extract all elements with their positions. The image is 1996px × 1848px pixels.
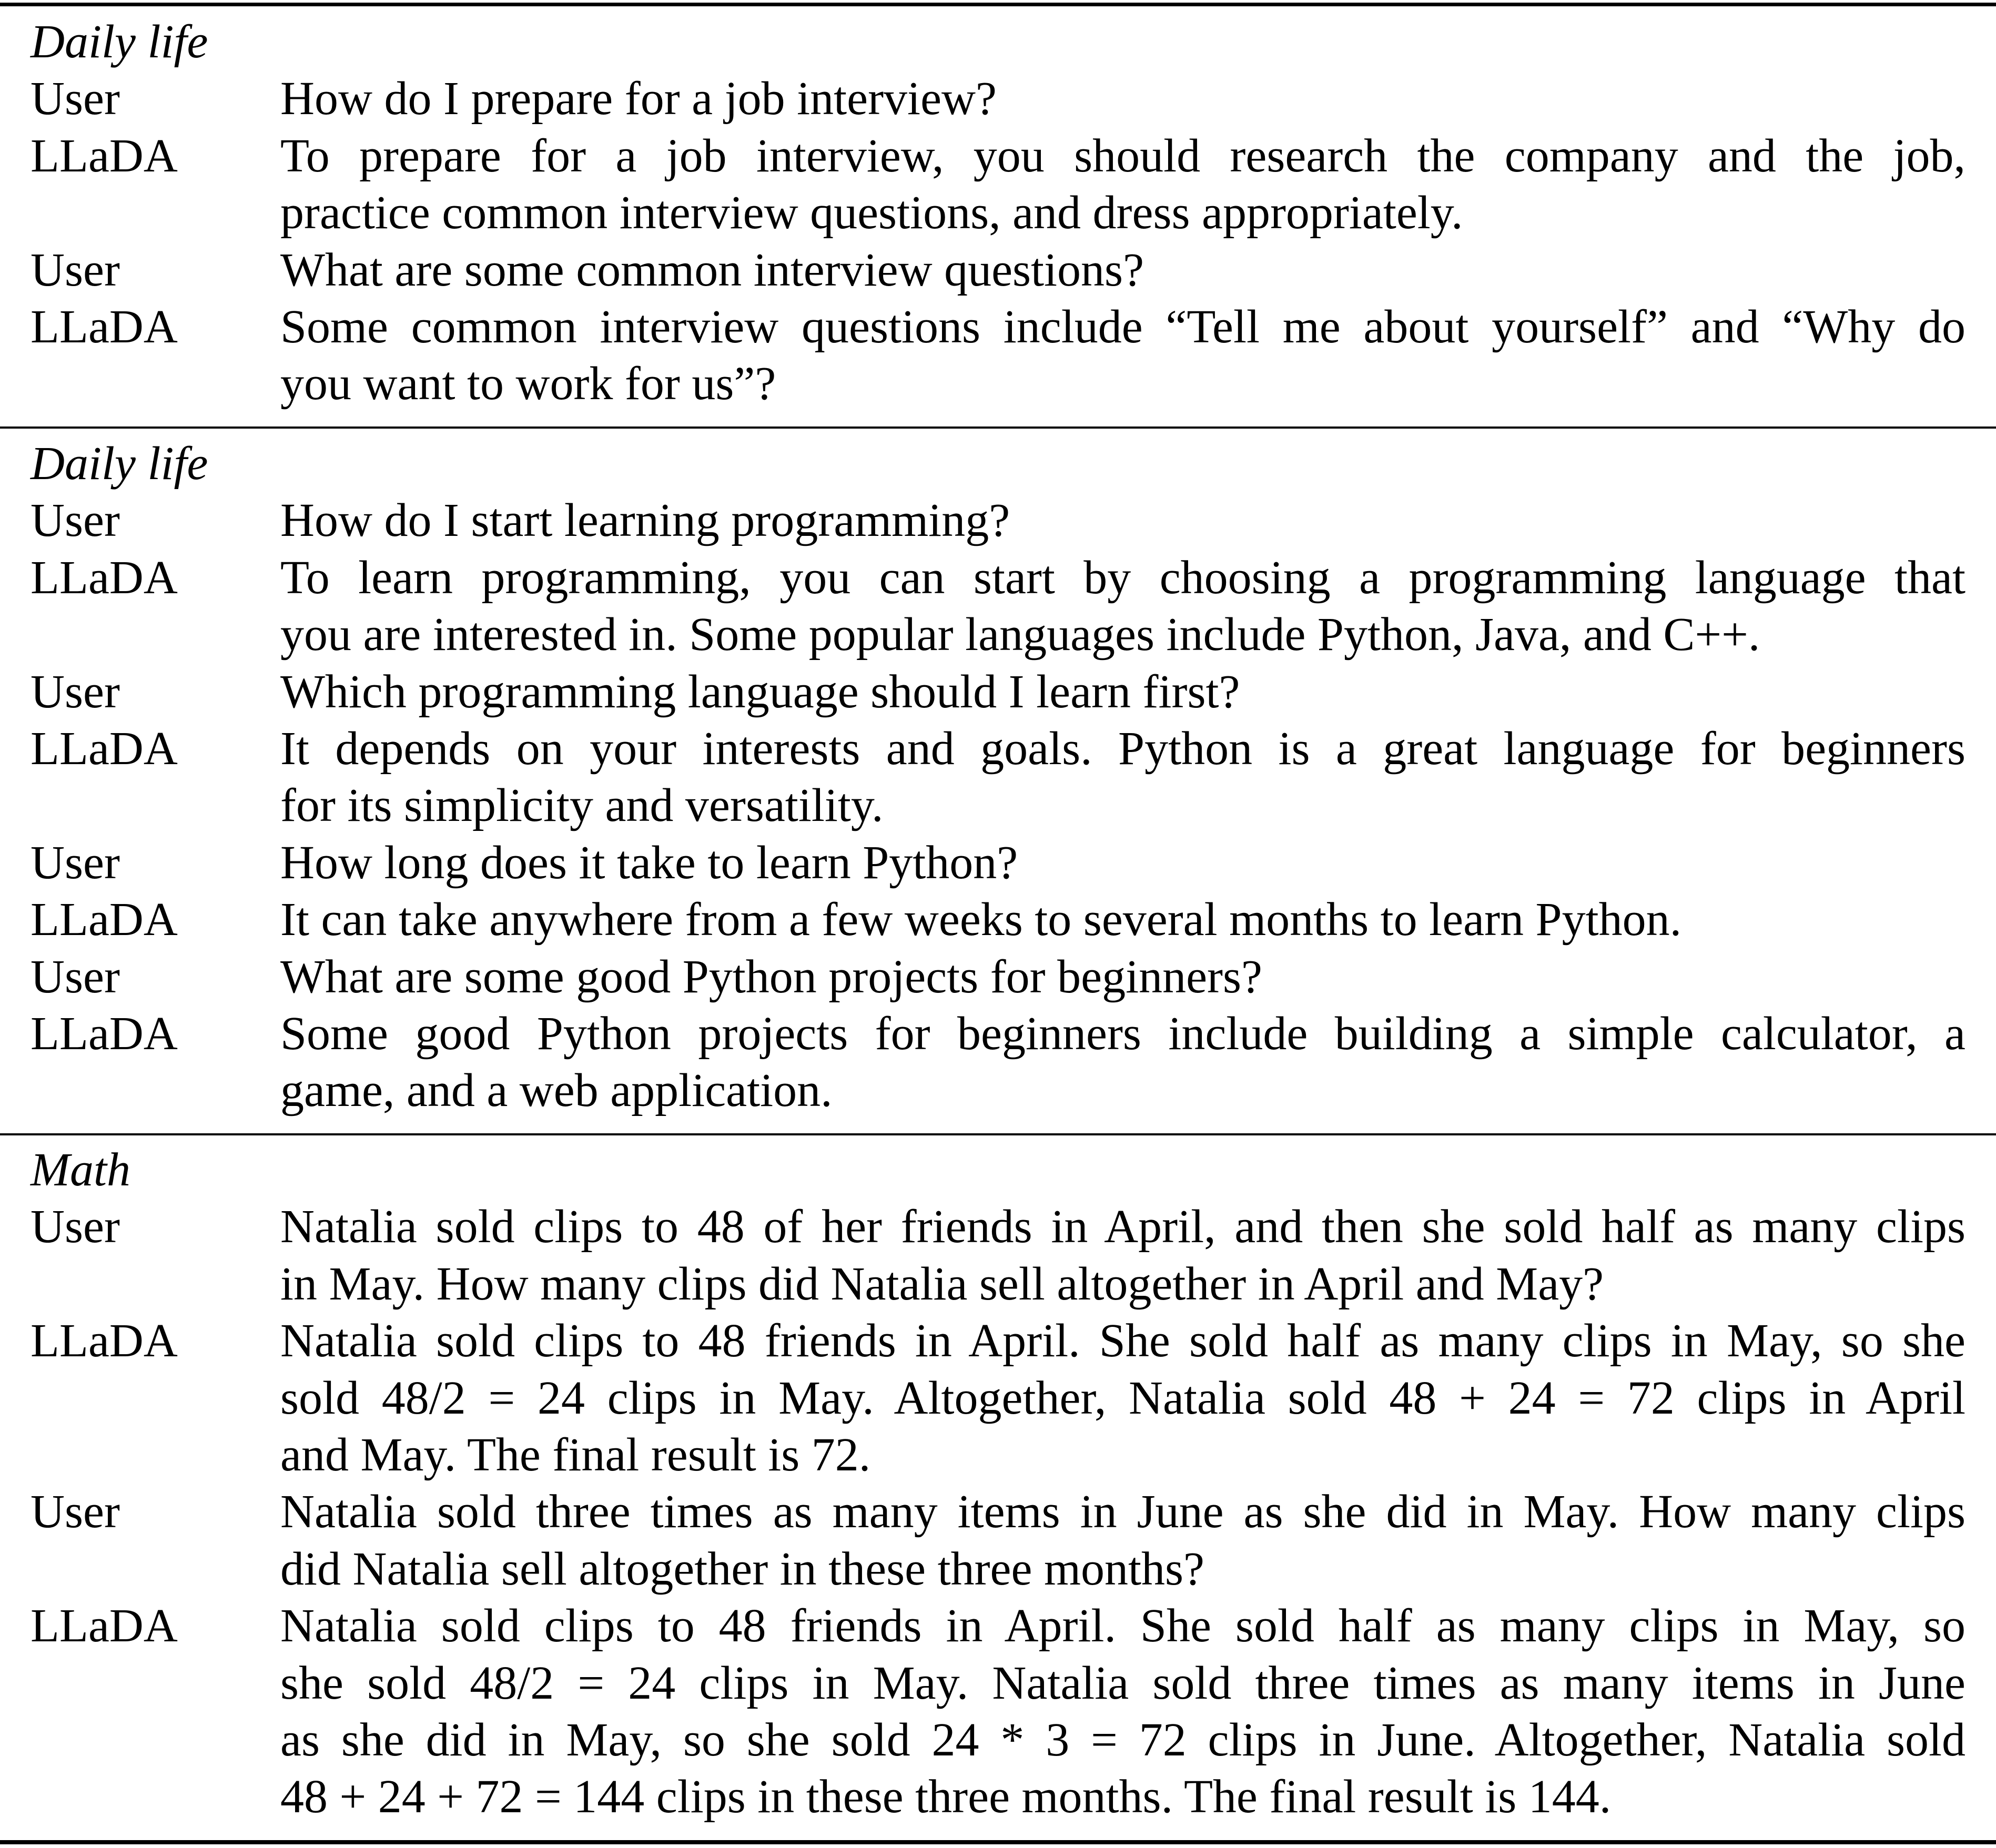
model-turn-line [31, 1062, 1965, 1119]
speaker-label: User [31, 1201, 120, 1253]
speaker-label: LLaDA [31, 893, 178, 946]
speaker-label: User [31, 665, 120, 718]
message-text: How do I start learning programming? [280, 494, 1010, 547]
model-turn-line [31, 1370, 1965, 1427]
model-turn-line [31, 1769, 1965, 1825]
section-divider [0, 427, 1996, 429]
speaker-label: User [31, 73, 120, 125]
user-turn-line [31, 242, 1965, 299]
top-rule [0, 3, 1996, 6]
category-label: Daily life [31, 16, 208, 68]
message-text: Some good Python projects for beginners include building a simple calculator, a [280, 1007, 1965, 1060]
speaker-label: LLaDA [31, 129, 178, 182]
user-turn-line [31, 835, 1965, 891]
dialogue-block-daily-life-interview [31, 14, 1965, 413]
message-text: It depends on your interests and goals. Python is a great language for beginners [280, 722, 1965, 775]
message-text: as she did in May, so she sold 24 * 3 = 72 clips in June. Altogether, Natalia sold [280, 1713, 1965, 1766]
speaker-label: User [31, 1486, 120, 1538]
message-text: How do I prepare for a job interview? [280, 73, 997, 125]
model-turn-line [31, 891, 1965, 948]
message-text: did Natalia sell altogether in these three months? [280, 1542, 1204, 1595]
user-turn-line [31, 70, 1965, 127]
message-text: Natalia sold clips to 48 friends in April. She sold half as many clips in May, so [280, 1600, 1965, 1652]
model-turn-line [31, 1598, 1965, 1654]
message-text: Natalia sold clips to 48 of her friends in April, and then she sold half as many clips [280, 1201, 1965, 1253]
speaker-label: LLaDA [31, 722, 178, 775]
model-turn-line [31, 606, 1965, 663]
user-turn-line [31, 1484, 1965, 1540]
model-turn-line [31, 777, 1965, 834]
speaker-label: User [31, 950, 120, 1003]
section-divider [0, 1133, 1996, 1135]
message-text: for its simplicity and versatility. [280, 779, 884, 832]
model-turn-line [31, 128, 1965, 185]
dialogue-block-math [31, 1142, 1965, 1826]
category-label: Daily life [31, 438, 208, 490]
message-text: sold 48/2 = 24 clips in May. Altogether, Natalia sold 48 + 24 = 72 clips in April [280, 1372, 1965, 1424]
message-text: Natalia sold three times as many items in June as she did in May. How many clips [280, 1486, 1965, 1538]
message-text: Which programming language should I learn first? [280, 665, 1240, 718]
message-text: she sold 48/2 = 24 clips in May. Natalia sold three times as many items in June [280, 1657, 1965, 1709]
speaker-label: User [31, 836, 120, 889]
message-text: you are interested in. Some popular languages include Python, Java, and C++. [280, 608, 1760, 661]
user-turn-line [31, 1199, 1965, 1255]
speaker-label: User [31, 243, 120, 296]
dialogue-block-daily-life-programming [31, 435, 1965, 1120]
model-turn-line [31, 299, 1965, 356]
message-text: It can take anywhere from a few weeks to several months to learn Python. [280, 893, 1682, 946]
speaker-label: LLaDA [31, 1007, 178, 1060]
user-turn-line [31, 949, 1965, 1006]
message-text: To learn programming, you can start by choosing a programming language that [280, 551, 1965, 604]
user-turn-line [31, 1256, 1965, 1313]
speaker-label: User [31, 494, 120, 547]
message-text: practice common interview questions, and dress appropriately. [280, 187, 1463, 239]
message-text: game, and a web application. [280, 1064, 833, 1117]
model-turn-line [31, 550, 1965, 606]
model-turn-line [31, 185, 1965, 241]
model-turn-line [31, 356, 1965, 412]
model-turn-line [31, 1313, 1965, 1369]
model-turn-line [31, 1655, 1965, 1712]
message-text: and May. The final result is 72. [280, 1428, 871, 1481]
speaker-label: LLaDA [31, 1315, 178, 1367]
message-text: What are some common interview questions? [280, 243, 1144, 296]
message-text: How long does it take to learn Python? [280, 836, 1018, 889]
model-turn-line [31, 1427, 1965, 1484]
model-turn-line [31, 1006, 1965, 1062]
user-turn-line [31, 664, 1965, 720]
speaker-label: LLaDA [31, 300, 178, 353]
message-text: What are some good Python projects for beginners? [280, 950, 1262, 1003]
message-text: in May. How many clips did Natalia sell altogether in April and May? [280, 1257, 1604, 1310]
speaker-label: LLaDA [31, 1600, 178, 1652]
category-label: Math [31, 1144, 130, 1196]
message-text: 48 + 24 + 72 = 144 clips in these three months. The final result is 144. [280, 1771, 1612, 1823]
message-text: To prepare for a job interview, you should research the company and the job, [280, 129, 1965, 182]
bottom-rule [0, 1840, 1996, 1844]
user-turn-line [31, 492, 1965, 549]
speaker-label: LLaDA [31, 551, 178, 604]
model-turn-line [31, 720, 1965, 777]
model-turn-line [31, 1712, 1965, 1769]
message-text: Natalia sold clips to 48 friends in April. She sold half as many clips in May, so she [280, 1315, 1965, 1367]
user-turn-line [31, 1541, 1965, 1598]
message-text: Some common interview questions include “Tell me about yourself” and “Why do [280, 300, 1965, 353]
message-text: you want to work for us”? [280, 358, 776, 410]
